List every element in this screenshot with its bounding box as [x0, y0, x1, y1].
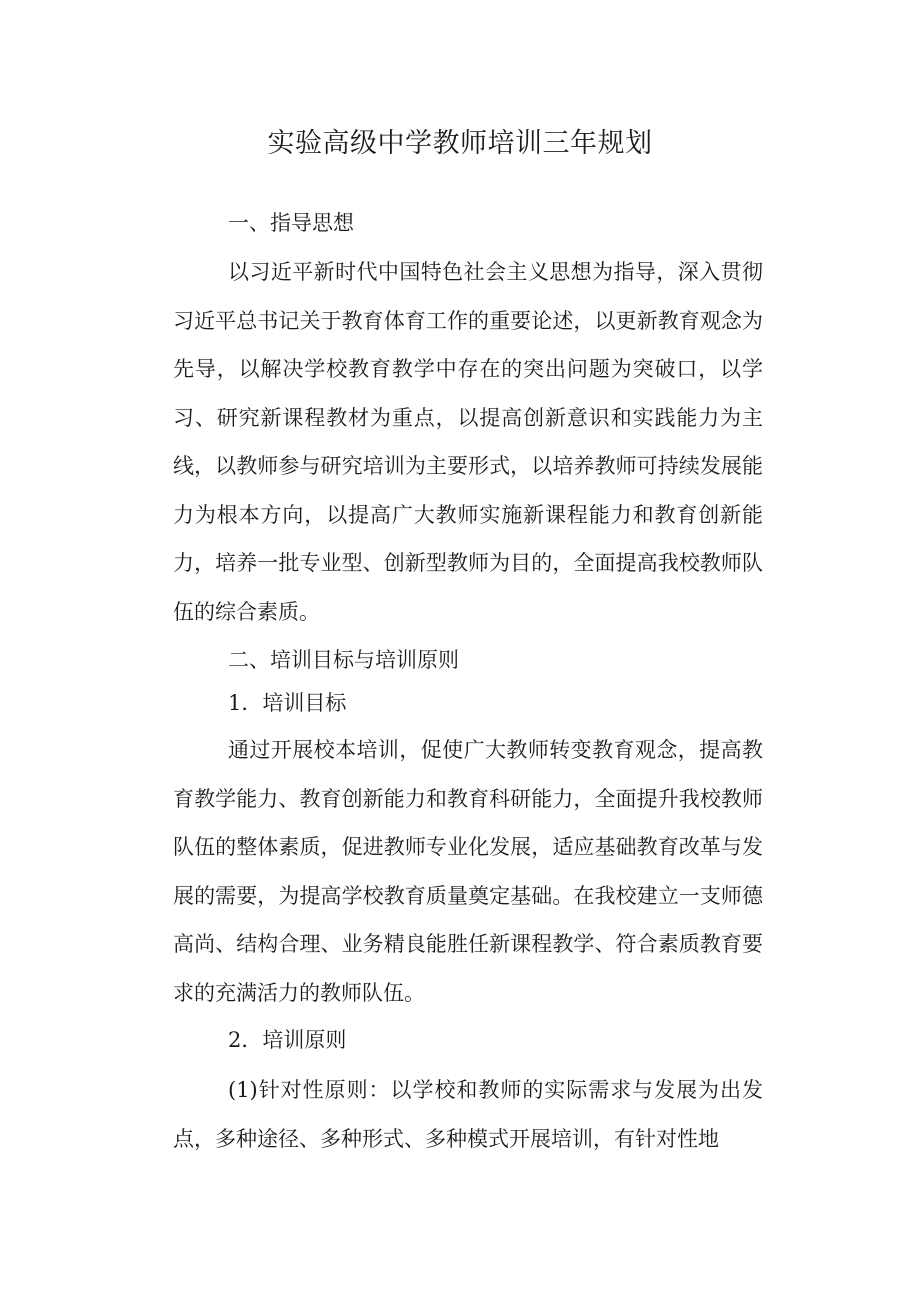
paragraph-training-goals: 通过开展校本培训，促使广大教师转变教育观念，提高教育教学能力、教育创新能力和教育科研能力，全面提升我校教师队伍的整体素质，促进教师专业化发展，适应基础教育改革与发展的需要，为提高学校教育质量奠定基础。在我校建立一支师德高尚、结构合理、业务精良能胜任新课程教学、符合素质教育要求的充满活力的教师队伍。: [173, 738, 763, 1005]
paragraph-training-principles: (1)针对性原则：以学校和教师的实际需求与发展为出发点，多种途径、多种形式、多种模式开展培训，有针对性地: [173, 1078, 763, 1151]
paragraph-guiding-ideology: 以习近平新时代中国特色社会主义思想为指导，深入贯彻习近平总书记关于教育体育工作的重要论述，以更新教育观念为先导，以解决学校教育教学中存在的突出问题为突破口，以学习、研究新课程教材为重点，以提高创新意识和实践能力为主线，以教师参与研究培训为主要形式，以培养教师可持续发展能力为根本方向，以提高广大教师实施新课程能力和教育创新能力，培养一批专业型、创新型教师为目的，全面提高我校教师队伍的综合素质。: [173, 260, 763, 624]
section-heading-guiding-ideology: 一、指导思想: [228, 211, 354, 235]
subsection-heading-training-principles: 2．培训原则: [228, 1028, 347, 1052]
document-title: 实验高级中学教师培训三年规划: [267, 128, 653, 159]
section-heading-goals-principles: 二、培训目标与培训原则: [228, 648, 459, 672]
subsection-heading-training-goals: 1．培训目标: [228, 691, 347, 715]
